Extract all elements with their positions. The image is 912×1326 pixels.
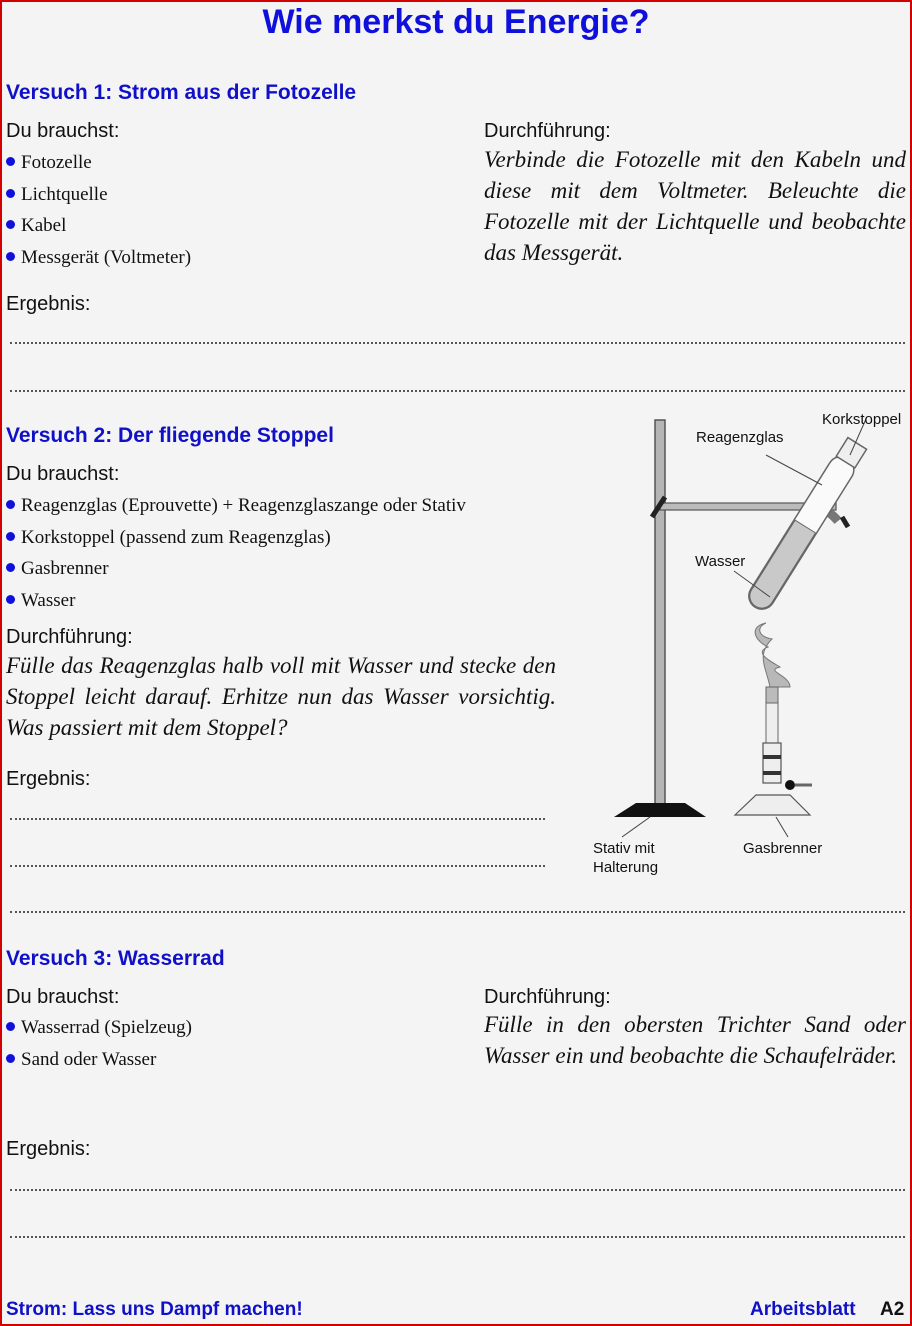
exp2-heading: Versuch 2: Der fliegende Stoppel — [6, 424, 334, 447]
stand-rod — [655, 420, 665, 810]
list-item: Reagenzglas (Eprouvette) + Reagenzglaszange oder Stativ — [6, 490, 466, 522]
bullet-icon — [6, 500, 15, 509]
label-stand-2: Halterung — [593, 859, 659, 876]
exp1-result-label: Ergebnis: — [6, 293, 91, 315]
stand-base — [614, 803, 706, 817]
exp3-result-label: Ergebnis: — [6, 1138, 91, 1160]
bullet-icon — [6, 595, 15, 604]
exp3-materials-label: Du brauchst: — [6, 986, 120, 1008]
answer-line — [10, 818, 545, 820]
apparatus-diagram — [580, 405, 910, 885]
footer-topic: Strom: Lass uns Dampf machen! — [6, 1299, 303, 1320]
bullet-icon — [6, 1054, 15, 1063]
exp2-result-label: Ergebnis: — [6, 768, 91, 790]
burner-body — [763, 743, 781, 783]
burner-base — [735, 795, 810, 815]
leader-line — [776, 817, 788, 837]
label-water: Wasser — [695, 553, 746, 570]
exp1-materials-list — [6, 147, 191, 273]
exp2-materials-label: Du brauchst: — [6, 463, 120, 485]
answer-line — [10, 1189, 905, 1191]
bullet-icon — [6, 563, 15, 572]
list-item: Lichtquelle — [6, 179, 191, 211]
bullet-icon — [6, 252, 15, 261]
answer-line — [10, 1236, 905, 1238]
list-item: Kabel — [6, 210, 191, 242]
bullet-icon — [6, 189, 15, 198]
gas-valve — [785, 780, 795, 790]
leader-line — [622, 817, 650, 837]
exp2-procedure-label: Durchführung: — [6, 626, 133, 648]
label-tube: Reagenzglas — [696, 429, 784, 446]
bullet-icon — [6, 157, 15, 166]
list-item: Messgerät (Voltmeter) — [6, 242, 191, 274]
clamp-screw — [842, 517, 848, 527]
list-item: Wasserrad (Spielzeug) — [6, 1012, 192, 1044]
answer-line — [10, 911, 905, 913]
list-item: Sand oder Wasser — [6, 1044, 192, 1076]
list-item: Gasbrenner — [6, 553, 466, 585]
flame — [755, 623, 790, 687]
answer-line — [10, 342, 905, 344]
exp2-procedure-text: Fülle das Reagenzglas halb voll mit Wasser und stecke den Stoppel leicht darauf. Erhitze nun das Wasser vorsichtig. Was passiert mit dem Stoppel? — [6, 653, 556, 740]
footer-sheet-code: A2 — [880, 1299, 905, 1320]
exp3-procedure-text: Fülle in den obersten Trichter Sand oder Wasser ein und beobachte die Schaufelräder. — [484, 1012, 906, 1068]
burner-ring — [763, 771, 781, 775]
exp3-materials-list — [6, 1012, 192, 1075]
exp2-materials-list — [6, 490, 466, 616]
burner-tube — [766, 703, 778, 745]
list-item: Fotozelle — [6, 147, 191, 179]
leader-line — [766, 455, 822, 485]
footer-label: Arbeitsblatt — [750, 1299, 856, 1320]
answer-line — [10, 865, 545, 867]
burner-valve — [766, 687, 778, 703]
label-cork: Korkstoppel — [822, 411, 902, 428]
bullet-icon — [6, 220, 15, 229]
answer-line — [10, 390, 905, 392]
list-item: Wasser — [6, 585, 466, 617]
label-stand-1: Stativ mit — [593, 840, 655, 857]
exp1-procedure-label: Durchführung: — [484, 120, 611, 142]
exp1-procedure-text: Verbinde die Fotozelle mit den Kabeln und diese mit dem Voltmeter. Beleuchte die Fotozelle mit der Lichtquelle und beobachte das Messgerät. — [484, 147, 906, 265]
label-burner: Gasbrenner — [743, 840, 823, 857]
exp1-materials-label: Du brauchst: — [6, 120, 120, 142]
list-item: Korkstoppel (passend zum Reagenzglas) — [6, 522, 466, 554]
bullet-icon — [6, 532, 15, 541]
bullet-icon — [6, 1022, 15, 1031]
burner-ring — [763, 755, 781, 759]
exp3-heading: Versuch 3: Wasserrad — [6, 947, 225, 970]
exp1-heading: Versuch 1: Strom aus der Fotozelle — [6, 81, 357, 104]
water-fill — [745, 520, 815, 612]
exp3-procedure-label: Durchführung: — [484, 986, 611, 1008]
page-title: Wie merkst du Energie? — [262, 3, 650, 41]
